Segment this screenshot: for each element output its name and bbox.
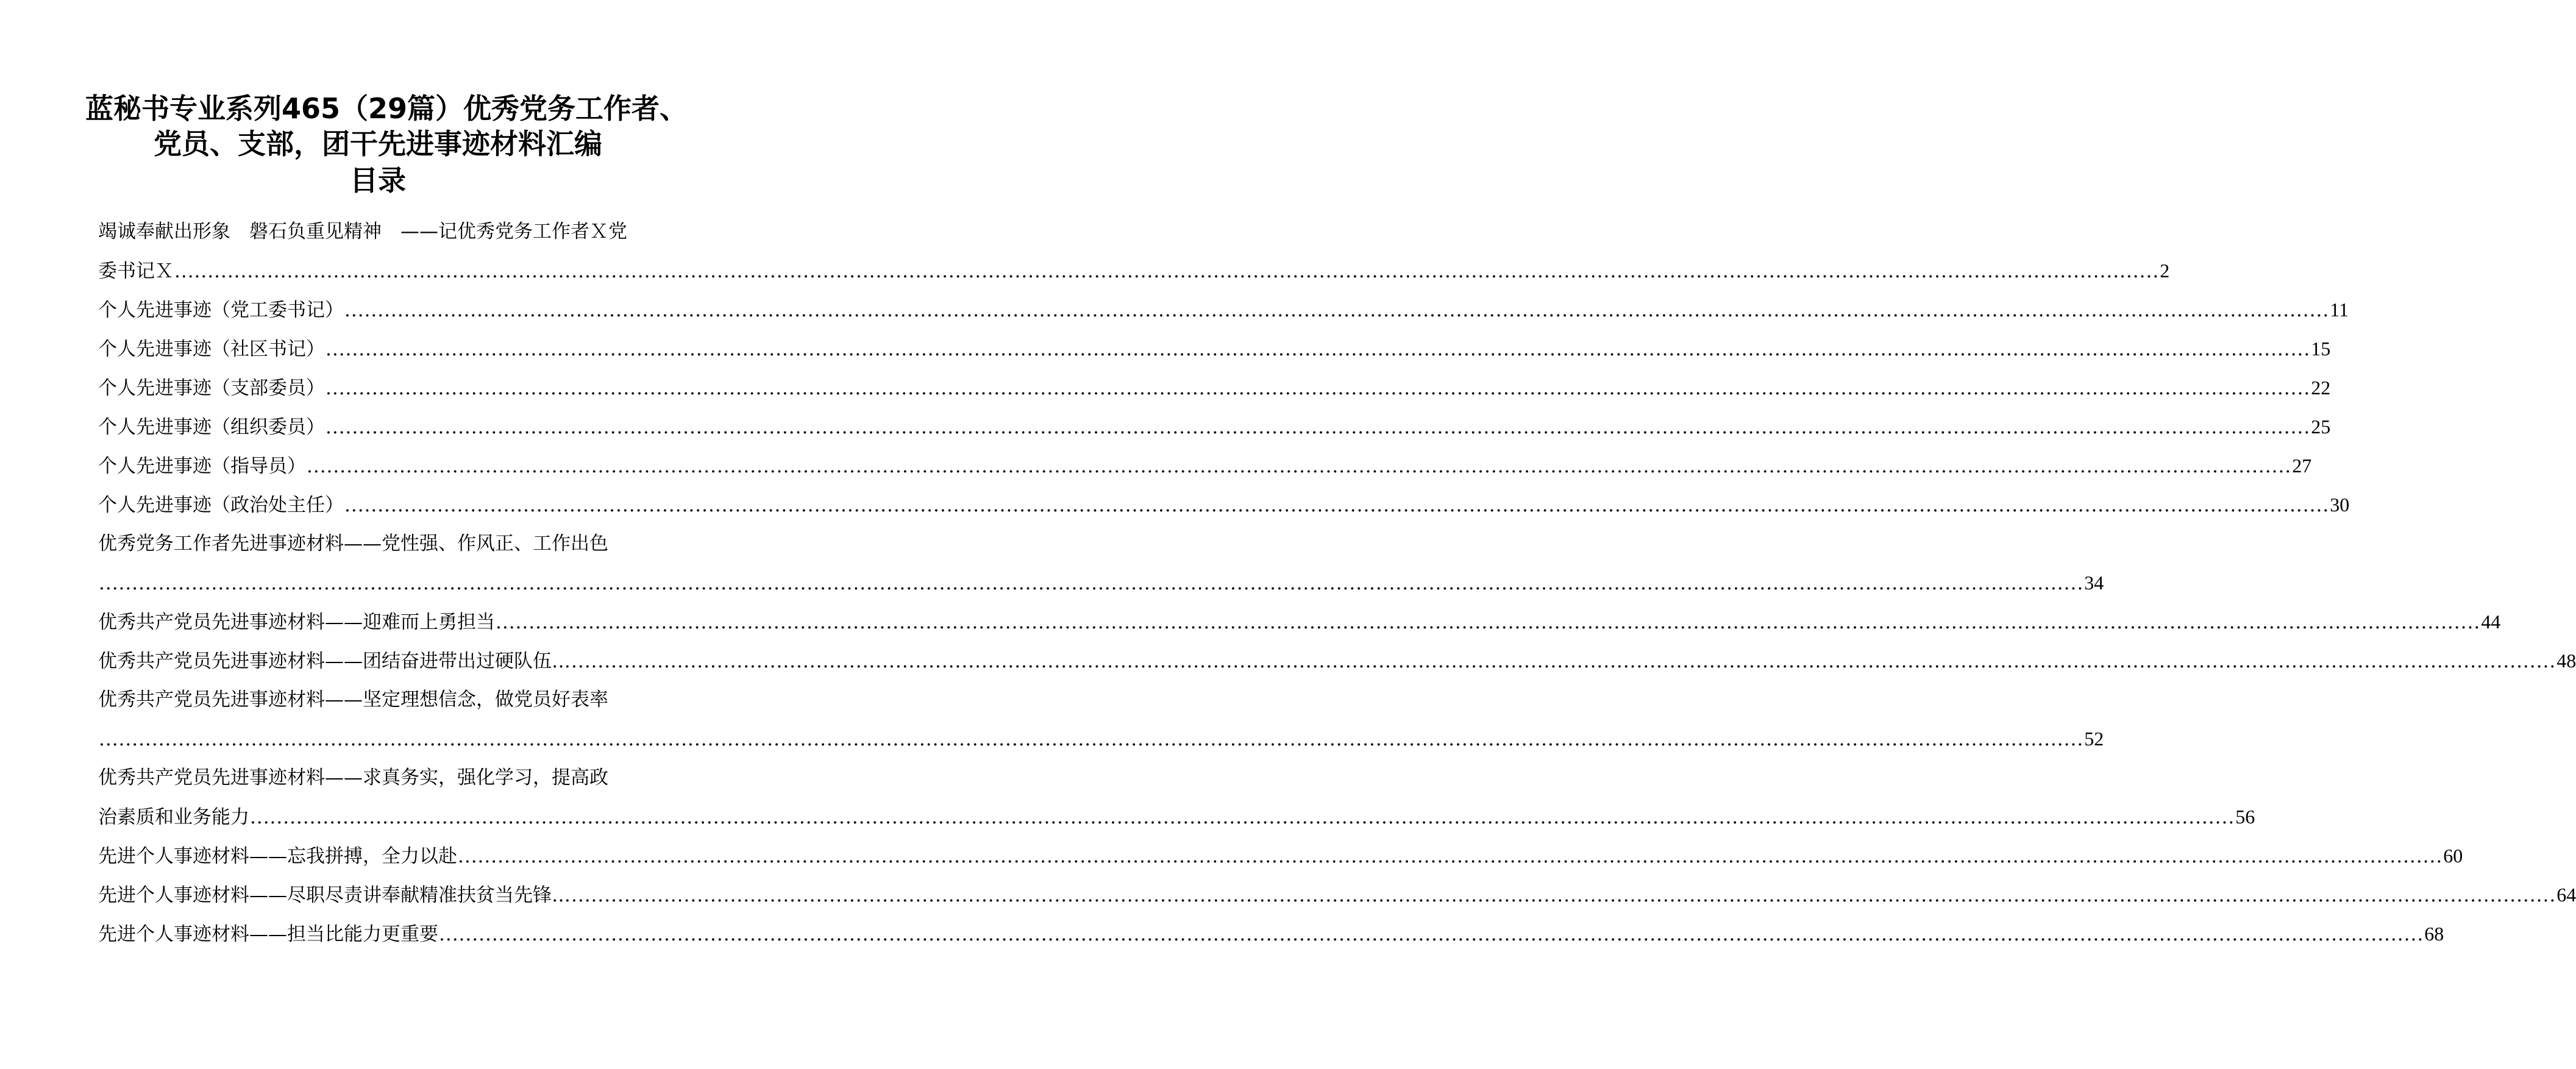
toc-entry-text: 个人先进事迹（支部委员） (98, 377, 325, 399)
toc-page-number: 25 (2311, 416, 2331, 438)
toc-leader-dots: ............................................................................................................................................................................................................................................................................................................ (326, 416, 2311, 438)
toc-page-number: 15 (2311, 338, 2331, 360)
toc-entry-3[interactable] (98, 336, 2331, 361)
toc-leader-dots: ............................................................................................................................................................................................................................................................................................................ (439, 923, 2424, 945)
toc-entry-text: 优秀共产党员先进事迹材料——迎难而上勇担当 (98, 611, 495, 633)
toc-entry-text: 委书记Ｘ (98, 260, 174, 282)
toc-entry-15[interactable] (98, 922, 2444, 946)
toc-entry-9[interactable] (98, 609, 2501, 634)
toc-entry-7[interactable] (98, 492, 2350, 517)
toc-leader-dots: ............................................................................................................................................................................................................................................................................................................ (99, 572, 2084, 594)
toc-entry-8-line-1[interactable]: 优秀党务工作者先进事迹材料——党性强、作风正、工作出色 (98, 533, 608, 555)
toc-entry-text: 个人先进事迹（组织委员） (98, 416, 325, 438)
toc-leader-dots: ............................................................................................................................................................................................................................................................................................................ (571, 884, 2556, 906)
toc-leader-dots: ............................................................................................................................................................................................................................................................................................................ (99, 728, 2084, 750)
toc-leader-dots: ............................................................................................................................................................................................................................................................................................................ (250, 806, 2235, 828)
toc-page-number: 34 (2084, 572, 2104, 594)
toc-entry-1-line-2[interactable] (98, 258, 2170, 283)
toc-entry-text: 个人先进事迹（党工委书记） (98, 299, 344, 321)
toc-entry-1-line-1[interactable]: 竭诚奉献出形象 磐石负重见精神 ——记优秀党务工作者Ｘ党 (98, 221, 627, 243)
toc-leader-dots: ............................................................................................................................................................................................................................................................................................................ (326, 338, 2311, 360)
toc-leader-dots: ............................................................................................................................................................................................................................................................................................................ (326, 377, 2311, 399)
toc-page-number: 60 (2443, 845, 2463, 867)
toc-leader-dots: ............................................................................................................................................................................................................................................................................................................ (344, 494, 2330, 516)
toc-entry-12-line-2[interactable] (98, 804, 2255, 829)
toc-page-number: 48 (2556, 650, 2576, 672)
toc-leader-dots: ............................................................................................................................................................................................................................................................................................................ (344, 299, 2330, 321)
toc-page-number: 44 (2481, 611, 2501, 633)
toc-entry-text: 先进个人事迹材料——担当比能力更重要 (98, 923, 438, 945)
toc-leader-dots: ............................................................................................................................................................................................................................................................................................................ (496, 611, 2481, 633)
toc-heading: 目录 (350, 164, 406, 197)
toc-page-number: 64 (2556, 884, 2576, 906)
toc-page-number: 27 (2292, 455, 2312, 477)
toc-entry-12-line-1[interactable]: 优秀共产党员先进事迹材料——求真务实，强化学习，提高政 (98, 767, 608, 789)
toc-entry-11-line-2[interactable] (98, 726, 2104, 751)
document-title-line-1: 蓝秘书专业系列465（29篇）优秀党务工作者、 (85, 92, 688, 125)
toc-page-number: 30 (2330, 494, 2350, 516)
toc-leader-dots: ............................................................................................................................................................................................................................................................................................................ (174, 260, 2160, 282)
toc-entry-11-line-1[interactable]: 优秀共产党员先进事迹材料——坚定理想信念，做党员好表率 (98, 689, 608, 711)
document-title-line-2: 党员、支部，团干先进事迹材料汇编 (154, 127, 602, 160)
toc-entry-text: 个人先进事迹（社区书记） (98, 338, 325, 360)
toc-page-number: 68 (2424, 923, 2444, 945)
toc-leader-dots: ............................................................................................................................................................................................................................................................................................................ (571, 650, 2556, 672)
toc-page-number: 22 (2311, 377, 2331, 399)
toc-entry-13[interactable] (98, 843, 2463, 868)
toc-page-number: 11 (2330, 299, 2349, 321)
toc-entry-2[interactable] (98, 297, 2349, 322)
toc-leader-dots: ............................................................................................................................................................................................................................................................................................................ (458, 845, 2443, 867)
toc-page-number: 2 (2160, 260, 2170, 282)
toc-entry-4[interactable] (98, 375, 2331, 400)
toc-entry-6[interactable] (98, 453, 2312, 478)
toc-entry-text: 先进个人事迹材料——尽职尽责讲奉献精准扶贫当先锋… (98, 884, 571, 906)
toc-entry-10[interactable] (98, 648, 2576, 673)
toc-entry-5[interactable] (98, 414, 2331, 439)
toc-entry-text: 先进个人事迹材料——忘我拼搏，全力以赴 (98, 845, 457, 867)
toc-entry-14[interactable] (98, 883, 2576, 907)
toc-entry-8-line-2[interactable] (98, 570, 2104, 595)
toc-entry-text: 优秀共产党员先进事迹材料——团结奋进带出过硬队伍… (98, 650, 571, 672)
toc-page-number: 56 (2235, 806, 2255, 828)
toc-entry-text: 个人先进事迹（政治处主任） (98, 494, 344, 516)
toc-leader-dots: ............................................................................................................................................................................................................................................................................................................ (307, 455, 2292, 477)
toc-page-number: 52 (2084, 728, 2104, 750)
toc-entry-text: 个人先进事迹（指导员） (98, 455, 306, 477)
toc-entry-text: 治素质和业务能力 (98, 806, 249, 828)
